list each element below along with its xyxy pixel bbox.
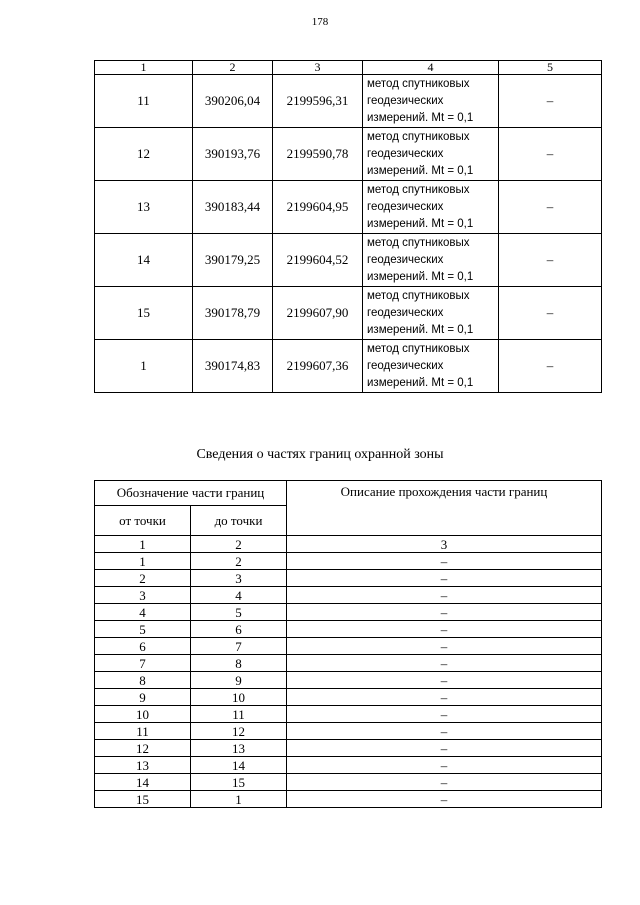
table-row	[95, 181, 602, 234]
note-cell: –	[499, 181, 602, 234]
x-coordinate: 390178,79	[193, 287, 273, 340]
point-number: 14	[95, 234, 193, 287]
part-description: –	[287, 570, 602, 587]
table-row	[95, 791, 602, 808]
part-description: –	[287, 774, 602, 791]
to-point: 3	[191, 570, 287, 587]
x-coordinate: 390179,25	[193, 234, 273, 287]
point-number: 1	[95, 340, 193, 393]
to-point: 2	[191, 553, 287, 570]
part-description: –	[287, 638, 602, 655]
part-description: –	[287, 791, 602, 808]
table-row	[95, 234, 602, 287]
y-coordinate: 2199607,36	[273, 340, 363, 393]
from-point: 9	[95, 689, 191, 706]
y-coordinate: 2199604,95	[273, 181, 363, 234]
to-point: 6	[191, 621, 287, 638]
column-number: 5	[499, 61, 602, 75]
part-description: –	[287, 689, 602, 706]
method-line: метод спутниковых	[367, 183, 470, 196]
y-coordinate: 2199607,90	[273, 287, 363, 340]
point-number: 12	[95, 128, 193, 181]
to-point-header: до точки	[191, 506, 287, 536]
method-line: геодезических	[367, 306, 444, 319]
note-cell: –	[499, 75, 602, 128]
boundary-parts-table	[94, 480, 602, 808]
to-point: 15	[191, 774, 287, 791]
part-description: –	[287, 740, 602, 757]
x-coordinate: 390183,44	[193, 181, 273, 234]
y-coordinate: 2199596,31	[273, 75, 363, 128]
method-line: метод спутниковых	[367, 289, 470, 302]
to-point: 12	[191, 723, 287, 740]
to-point: 9	[191, 672, 287, 689]
from-point: 7	[95, 655, 191, 672]
to-point: 14	[191, 757, 287, 774]
column-number: 3	[287, 536, 602, 553]
method-line: измерений. Mt = 0,1	[367, 270, 474, 283]
method-line: измерений. Mt = 0,1	[367, 323, 474, 336]
from-point: 8	[95, 672, 191, 689]
method-cell	[363, 128, 499, 181]
from-point: 11	[95, 723, 191, 740]
column-number: 1	[95, 536, 191, 553]
method-line: метод спутниковых	[367, 342, 470, 355]
header-row	[95, 481, 602, 506]
from-point: 6	[95, 638, 191, 655]
to-point: 4	[191, 587, 287, 604]
table-row	[95, 553, 602, 570]
x-coordinate: 390206,04	[193, 75, 273, 128]
to-point: 5	[191, 604, 287, 621]
column-number-row	[95, 536, 602, 553]
from-point: 4	[95, 604, 191, 621]
method-line: измерений. Mt = 0,1	[367, 111, 474, 124]
table-row	[95, 740, 602, 757]
coordinates-table	[94, 60, 602, 393]
part-description: –	[287, 706, 602, 723]
point-number: 11	[95, 75, 193, 128]
to-point: 13	[191, 740, 287, 757]
method-cell	[363, 340, 499, 393]
description-header: Описание прохождения части границ	[287, 481, 602, 536]
part-description: –	[287, 553, 602, 570]
to-point: 8	[191, 655, 287, 672]
x-coordinate: 390174,83	[193, 340, 273, 393]
table-row	[95, 604, 602, 621]
column-number-row	[95, 61, 602, 75]
point-number: 15	[95, 287, 193, 340]
method-cell	[363, 234, 499, 287]
column-number: 1	[95, 61, 193, 75]
to-point: 10	[191, 689, 287, 706]
note-cell: –	[499, 234, 602, 287]
part-description: –	[287, 757, 602, 774]
column-number: 4	[363, 61, 499, 75]
column-number: 3	[273, 61, 363, 75]
point-number: 13	[95, 181, 193, 234]
table-row	[95, 757, 602, 774]
to-point: 1	[191, 791, 287, 808]
y-coordinate: 2199604,52	[273, 234, 363, 287]
table-row	[95, 570, 602, 587]
table-row	[95, 689, 602, 706]
method-line: геодезических	[367, 94, 444, 107]
table-row	[95, 638, 602, 655]
table-row	[95, 655, 602, 672]
method-line: геодезических	[367, 253, 444, 266]
table-row	[95, 774, 602, 791]
method-line: геодезических	[367, 359, 444, 372]
table-row	[95, 706, 602, 723]
table-row	[95, 723, 602, 740]
part-description: –	[287, 723, 602, 740]
from-point: 2	[95, 570, 191, 587]
note-cell: –	[499, 128, 602, 181]
to-point: 7	[191, 638, 287, 655]
from-point: 14	[95, 774, 191, 791]
from-point: 5	[95, 621, 191, 638]
method-cell	[363, 181, 499, 234]
to-point: 11	[191, 706, 287, 723]
from-point: 1	[95, 553, 191, 570]
part-description: –	[287, 604, 602, 621]
from-point: 12	[95, 740, 191, 757]
method-line: метод спутниковых	[367, 130, 470, 143]
page-number: 178	[311, 16, 329, 28]
table-row	[95, 340, 602, 393]
method-cell	[363, 75, 499, 128]
section-title: Сведения о частях границ охранной зоны	[196, 447, 444, 462]
from-point-header: от точки	[95, 506, 191, 536]
column-number: 2	[191, 536, 287, 553]
designation-header: Обозначение части границ	[95, 481, 287, 506]
table-row	[95, 287, 602, 340]
method-line: измерений. Mt = 0,1	[367, 217, 474, 230]
method-line: метод спутниковых	[367, 77, 470, 90]
table-row	[95, 128, 602, 181]
table-row	[95, 587, 602, 604]
note-cell: –	[499, 340, 602, 393]
note-cell: –	[499, 287, 602, 340]
method-cell	[363, 287, 499, 340]
from-point: 10	[95, 706, 191, 723]
part-description: –	[287, 621, 602, 638]
column-number: 2	[193, 61, 273, 75]
method-line: измерений. Mt = 0,1	[367, 164, 474, 177]
method-line: геодезических	[367, 147, 444, 160]
part-description: –	[287, 587, 602, 604]
method-line: геодезических	[367, 200, 444, 213]
method-line: метод спутниковых	[367, 236, 470, 249]
part-description: –	[287, 655, 602, 672]
x-coordinate: 390193,76	[193, 128, 273, 181]
table-row	[95, 621, 602, 638]
table-row	[95, 75, 602, 128]
from-point: 15	[95, 791, 191, 808]
part-description: –	[287, 672, 602, 689]
y-coordinate: 2199590,78	[273, 128, 363, 181]
table-row	[95, 672, 602, 689]
from-point: 13	[95, 757, 191, 774]
from-point: 3	[95, 587, 191, 604]
method-line: измерений. Mt = 0,1	[367, 376, 474, 389]
